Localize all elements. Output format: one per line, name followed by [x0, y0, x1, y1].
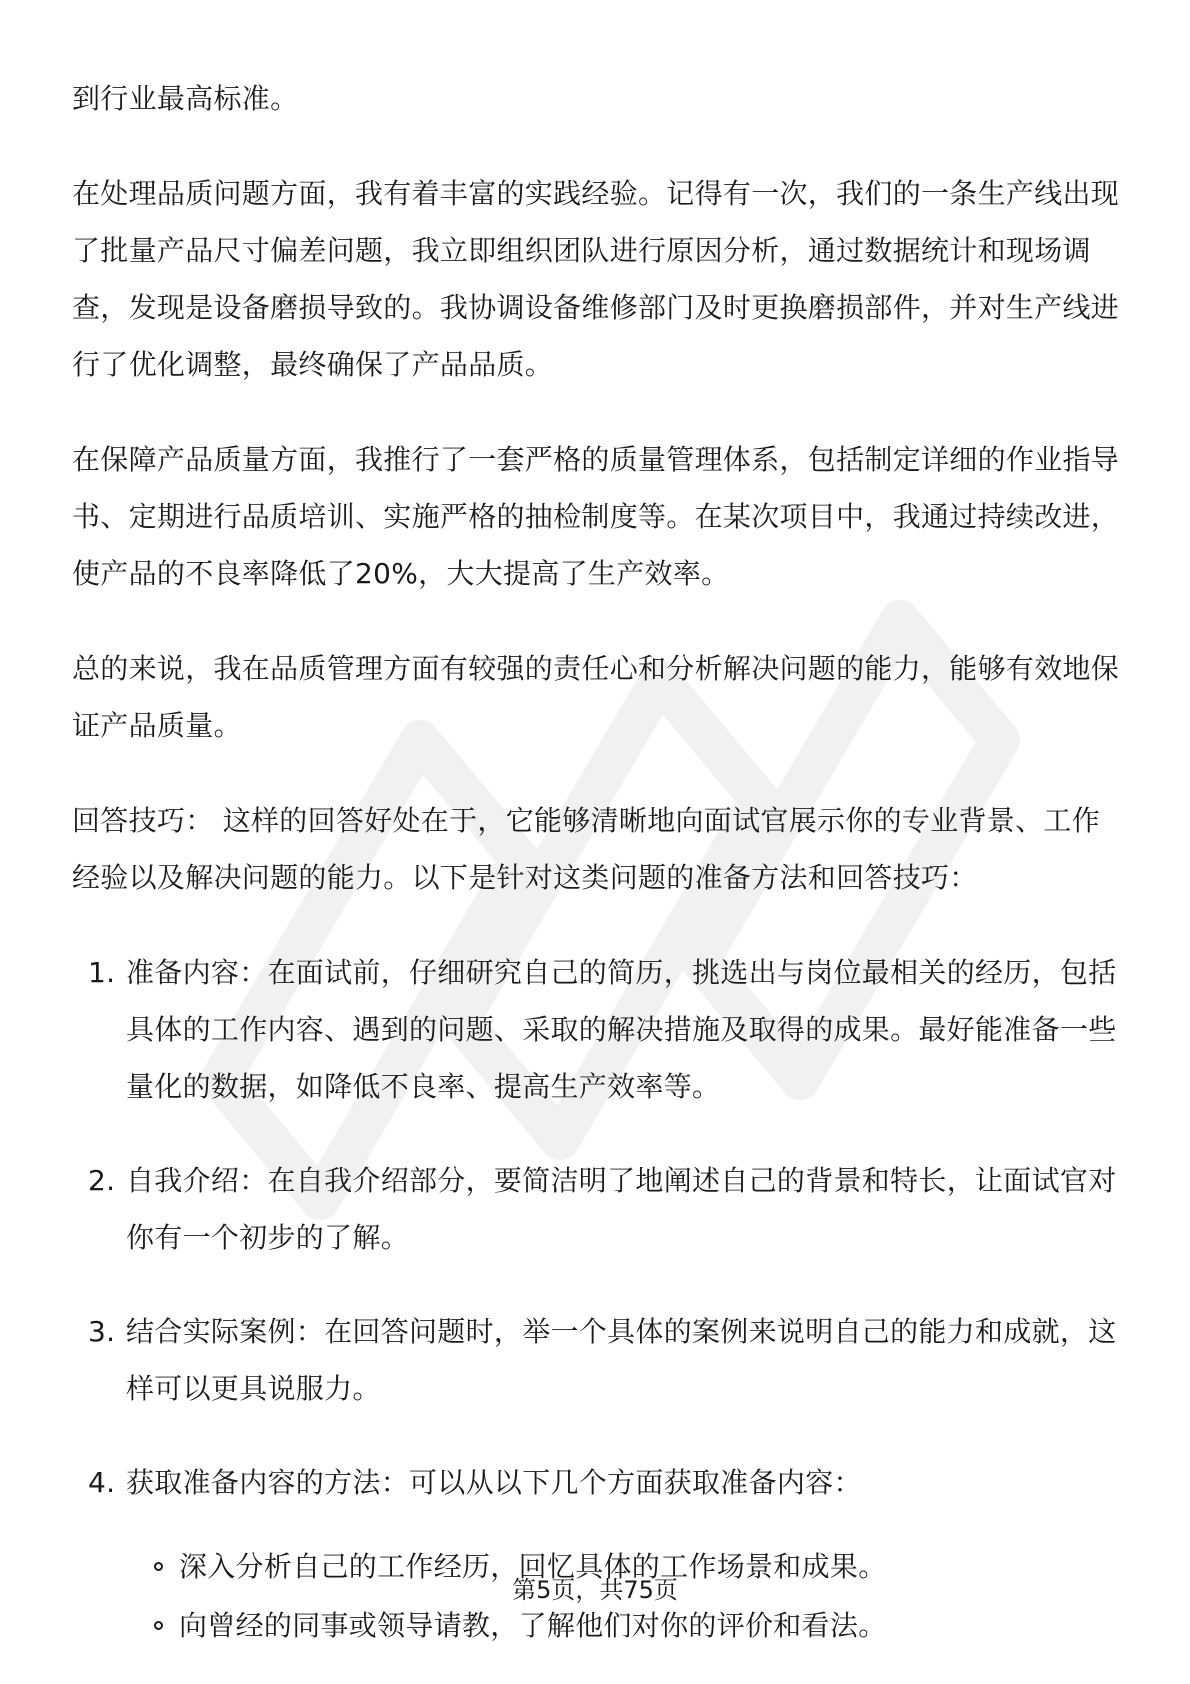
list-item-text: 准备内容：在面试前，仔细研究自己的简历，挑选出与岗位最相关的经历，包括具体的工作内容、遇到的问题、采取的解决措施及取得的成果。最好能准备一些量化的数据，如降低不良率、提高生产效率等。: [126, 956, 1117, 1103]
sub-list-item-text: 向曾经的同事或领导请教，了解他们对你的评价和看法。: [179, 1609, 887, 1642]
list-item-text: 结合实际案例：在回答问题时，举一个具体的案例来说明自己的能力和成就，这样可以更具说服力。: [126, 1315, 1117, 1405]
document-body: [72, 70, 1122, 1656]
hollow-bullet-icon: [154, 1562, 163, 1571]
paragraph-quality-issues: 在处理品质问题方面，我有着丰富的实践经验。记得有一次，我们的一条生产线出现了批量产品尺寸偏差问题，我立即组织团队进行原因分析，通过数据统计和现场调查，发现是设备磨损导致的。我协调设备维修部门及时更换磨损部件，并对生产线进行了优化调整，最终确保了产品品质。: [72, 177, 1120, 381]
list-number: 4.: [88, 1466, 116, 1499]
page-number-footer: 第5页，共75页: [512, 1576, 678, 1604]
paragraph-intro-tail: 到行业最高标准。: [72, 82, 299, 115]
paragraph-summary: 总的来说，我在品质管理方面有较强的责任心和分析解决问题的能力，能够有效地保证产品质量。: [72, 652, 1120, 742]
list-item-text: 自我介绍：在自我介绍部分，要简洁明了地阐述自己的背景和特长，让面试官对你有一个初步的了解。: [126, 1164, 1117, 1254]
paragraph-quality-system: 在保障产品质量方面，我推行了一套严格的质量管理体系，包括制定详细的作业指导书、定期进行品质培训、实施严格的抽检制度等。在某次项目中，我通过持续改进，使产品的不良率降低了20%，大大提高了生产效率。: [72, 443, 1120, 590]
list-number: 3.: [88, 1315, 116, 1348]
hollow-bullet-icon: [154, 1621, 163, 1630]
sub-list-item-text: 深入分析自己的工作经历，回忆具体的工作场景和成果。: [179, 1550, 887, 1583]
list-item: [72, 944, 1122, 1115]
paragraph-answer-tips: 回答技巧： 这样的回答好处在于，它能够清晰地向面试官展示你的专业背景、工作经验以及解决问题的能力。以下是针对这类问题的准备方法和回答技巧：: [72, 804, 1101, 894]
list-item-text: 获取准备内容的方法：可以从以下几个方面获取准备内容：: [126, 1466, 862, 1499]
list-item: [72, 1152, 1122, 1266]
list-item: [72, 1454, 1122, 1511]
list-number: 2.: [88, 1164, 116, 1197]
list-item: [72, 1303, 1122, 1417]
tips-list: [72, 944, 1122, 1511]
list-number: 1.: [88, 956, 116, 989]
